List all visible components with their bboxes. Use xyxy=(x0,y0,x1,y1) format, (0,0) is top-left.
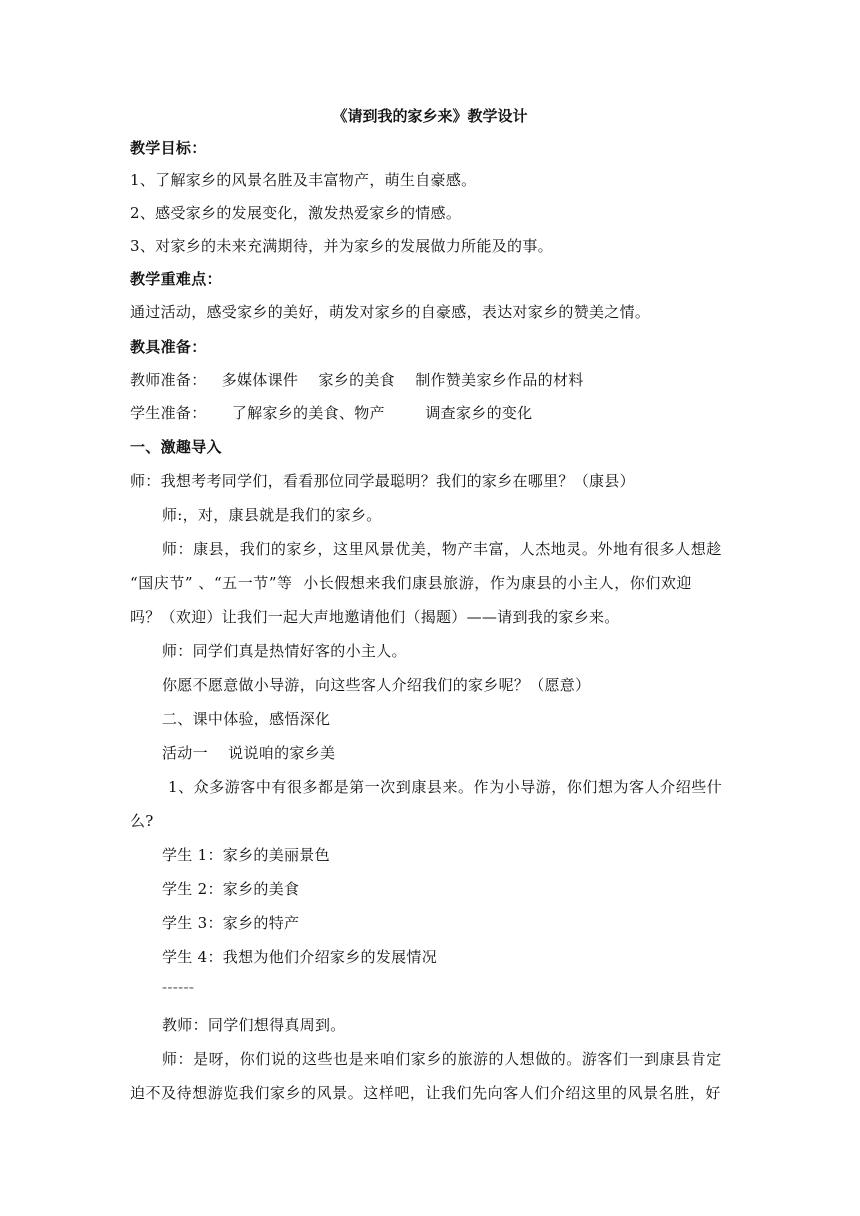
activity-heading: 活动一 说说咱的家乡美 xyxy=(162,744,336,762)
objectives-heading: 教学目标： xyxy=(130,139,207,157)
student-answer: 学生 3：家乡的特产 xyxy=(162,914,300,932)
paragraph: “国庆节” 、“五一节”等 小长假想来我们康县旅游，作为康县的小主人，你们欢迎 xyxy=(130,574,692,592)
student-answer: 学生 1：家乡的美丽景色 xyxy=(162,846,330,864)
objective-item: 3、对家乡的未来充满期待，并为家乡的发展做力所能及的事。 xyxy=(130,237,553,255)
student-answer: 学生 4：我想为他们介绍家乡的发展情况 xyxy=(162,948,438,966)
paragraph: 迫不及待想游览我们家乡的风景。这样吧，让我们先向客人们介绍这里的风景名胜，好 xyxy=(130,1084,721,1102)
objective-item: 2、感受家乡的发展变化，激发热爱家乡的情感。 xyxy=(130,204,462,222)
paragraph: 师：是呀，你们说的这些也是来咱们家乡的旅游的人想做的。游客们一到康县肯定 xyxy=(162,1050,722,1068)
prep-heading: 教具准备： xyxy=(130,338,207,356)
part1-heading: 一、激趣导入 xyxy=(130,438,222,456)
dash-line: ------ xyxy=(162,978,195,996)
page-title: 《请到我的家乡来》教学设计 xyxy=(332,107,528,125)
keypoints-text: 通过活动，感受家乡的美好，萌发对家乡的自豪感，表达对家乡的赞美之情。 xyxy=(130,303,651,321)
objective-item: 1、了解家乡的风景名胜及丰富物产，萌生自豪感。 xyxy=(130,171,477,189)
paragraph: 吗？（欢迎）让我们一起大声地邀请他们（揭题）——请到我的家乡来。 xyxy=(130,608,620,626)
paragraph: 师：同学们真是热情好客的小主人。 xyxy=(162,642,407,660)
student-prep: 学生准备： 了解家乡的美食、物产 调查家乡的变化 xyxy=(130,404,533,422)
paragraph: 么? xyxy=(130,812,154,830)
paragraph: 1、众多游客中有很多都是第一次到康县来。作为小导游，你们想为客人介绍些什 xyxy=(168,778,723,796)
keypoints-heading: 教学重难点： xyxy=(130,270,222,288)
student-answer: 学生 2：家乡的美食 xyxy=(162,880,300,898)
paragraph: 师：我想考考同学们，看看那位同学最聪明？我们的家乡在哪里？（康县） xyxy=(130,472,635,490)
paragraph: 师:，对，康县就是我们的家乡。 xyxy=(162,506,382,524)
section-heading: 二、课中体验，感悟深化 xyxy=(162,710,331,728)
paragraph: 师：康县，我们的家乡，这里风景优美，物产丰富，人杰地灵。外地有很多人想趁 xyxy=(162,540,722,558)
teacher-prep: 教师准备： 多媒体课件 家乡的美食 制作赞美家乡作品的材料 xyxy=(130,371,584,389)
paragraph: 你愿不愿意做小导游，向这些客人介绍我们的家乡呢？（愿意） xyxy=(162,676,591,694)
paragraph: 教师：同学们想得真周到。 xyxy=(162,1016,346,1034)
